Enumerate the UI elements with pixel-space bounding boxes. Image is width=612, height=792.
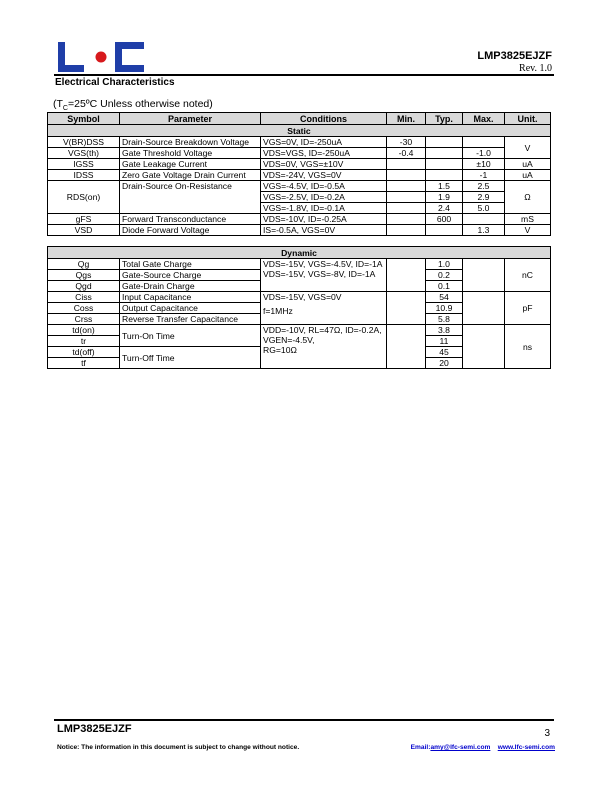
parameter-cell: Gate-Drain Charge bbox=[120, 281, 261, 292]
min-cell bbox=[387, 225, 426, 236]
typ-cell bbox=[426, 159, 463, 170]
max-cell: 5.0 bbox=[463, 203, 505, 214]
table-row bbox=[48, 259, 551, 270]
min-cell bbox=[387, 325, 426, 369]
typ-cell: 10.9 bbox=[426, 303, 463, 314]
symbol-cell: V(BR)DSS bbox=[48, 137, 120, 148]
unit-cell: nC bbox=[505, 259, 551, 292]
condition-line: VDD=-10V, RL=47Ω, ID=-0.2A, VGEN=-4.5V, bbox=[263, 325, 382, 345]
parameter-cell: Input Capacitance bbox=[120, 292, 261, 303]
table-row bbox=[48, 225, 551, 236]
table-row bbox=[48, 292, 551, 303]
max-cell: -1 bbox=[463, 170, 505, 181]
parameter-cell: Zero Gate Voltage Drain Current bbox=[120, 170, 261, 181]
min-cell bbox=[387, 181, 426, 192]
symbol-cell: tr bbox=[48, 336, 120, 347]
symbol-cell: VSD bbox=[48, 225, 120, 236]
conditions-cell: IS=-0.5A, VGS=0V bbox=[261, 225, 387, 236]
max-cell: 2.9 bbox=[463, 192, 505, 203]
page-number: 3 bbox=[544, 728, 550, 739]
min-cell bbox=[387, 203, 426, 214]
unit-cell: ns bbox=[505, 325, 551, 369]
parameter-cell: Gate Leakage Current bbox=[120, 159, 261, 170]
parameter-cell: Turn-On Time bbox=[120, 325, 261, 347]
typ-cell bbox=[426, 137, 463, 148]
typ-cell: 1.0 bbox=[426, 259, 463, 270]
parameter-cell: Drain-Source On-Resistance bbox=[120, 181, 261, 214]
min-cell bbox=[387, 170, 426, 181]
min-cell bbox=[387, 159, 426, 170]
table-row bbox=[48, 159, 551, 170]
table-row bbox=[48, 170, 551, 181]
unit-cell: mS bbox=[505, 214, 551, 225]
typ-cell bbox=[426, 225, 463, 236]
conditions-cell: VGS=0V, ID=-250uA bbox=[261, 137, 387, 148]
typ-cell: 1.9 bbox=[426, 192, 463, 203]
footer-notice: Notice: The information in this document is subject to change without notice. bbox=[57, 744, 300, 751]
conditions-cell: VGS=-2.5V, ID=-0.2A bbox=[261, 192, 387, 203]
symbol-cell: Ciss bbox=[48, 292, 120, 303]
group-dynamic: Dynamic bbox=[48, 247, 551, 259]
footer-contact bbox=[411, 744, 555, 751]
typ-cell: 3.8 bbox=[426, 325, 463, 336]
max-cell bbox=[463, 137, 505, 148]
header-part-number: LMP3825EJZF bbox=[477, 50, 552, 62]
parameter-cell: Drain-Source Breakdown Voltage bbox=[120, 137, 261, 148]
symbol-cell: VGS(th) bbox=[48, 148, 120, 159]
group-static: Static bbox=[48, 125, 551, 137]
conditions-cell bbox=[261, 325, 387, 369]
min-cell: -0.4 bbox=[387, 148, 426, 159]
typ-cell: 2.4 bbox=[426, 203, 463, 214]
symbol-cell: td(off) bbox=[48, 347, 120, 358]
condition-line: VDS=-15V, VGS=-8V, ID=-1A bbox=[263, 269, 376, 279]
header-rule bbox=[54, 74, 554, 76]
min-cell bbox=[387, 259, 426, 292]
footer-rule bbox=[54, 719, 554, 721]
max-cell bbox=[463, 259, 505, 292]
unit-cell: V bbox=[505, 225, 551, 236]
min-cell bbox=[387, 192, 426, 203]
parameter-cell: Output Capacitance bbox=[120, 303, 261, 314]
typ-cell: 45 bbox=[426, 347, 463, 358]
unit-cell: pF bbox=[505, 292, 551, 325]
col-header: Parameter bbox=[120, 113, 261, 125]
parameter-cell: Diode Forward Voltage bbox=[120, 225, 261, 236]
col-header: Min. bbox=[387, 113, 426, 125]
max-cell bbox=[463, 214, 505, 225]
max-cell: -1.0 bbox=[463, 148, 505, 159]
min-cell bbox=[387, 292, 426, 325]
symbol-cell: Qgd bbox=[48, 281, 120, 292]
symbol-cell: RDS(on) bbox=[48, 181, 120, 214]
symbol-cell: td(on) bbox=[48, 325, 120, 336]
max-cell: 2.5 bbox=[463, 181, 505, 192]
parameter-cell: Total Gate Charge bbox=[120, 259, 261, 270]
symbol-cell: Crss bbox=[48, 314, 120, 325]
conditions-cell: VGS=-4.5V, ID=-0.5A bbox=[261, 181, 387, 192]
conditions-cell: VDS=VGS, ID=-250uA bbox=[261, 148, 387, 159]
parameter-cell: Reverse Transfer Capacitance bbox=[120, 314, 261, 325]
parameter-cell: Forward Transconductance bbox=[120, 214, 261, 225]
table-row bbox=[48, 214, 551, 225]
parameter-cell: Turn-Off Time bbox=[120, 347, 261, 369]
min-cell bbox=[387, 214, 426, 225]
lfc-logo bbox=[58, 42, 144, 72]
typ-cell bbox=[426, 148, 463, 159]
footer-part-number: LMP3825EJZF bbox=[57, 723, 132, 735]
conditions-cell bbox=[261, 259, 387, 292]
typ-cell: 0.2 bbox=[426, 270, 463, 281]
max-cell: 1.3 bbox=[463, 225, 505, 236]
typ-cell: 600 bbox=[426, 214, 463, 225]
parameter-cell: Gate Threshold Voltage bbox=[120, 148, 261, 159]
max-cell bbox=[463, 325, 505, 369]
table-row bbox=[48, 148, 551, 159]
col-header: Conditions bbox=[261, 113, 387, 125]
electrical-characteristics-table bbox=[47, 112, 551, 369]
symbol-cell: IDSS bbox=[48, 170, 120, 181]
section-title: Electrical Characteristics bbox=[55, 77, 175, 88]
table-spacer bbox=[48, 236, 551, 247]
table-row bbox=[48, 181, 551, 192]
unit-cell: Ω bbox=[505, 181, 551, 214]
conditions-cell: VDS=-10V, ID=-0.25A bbox=[261, 214, 387, 225]
condition-line: VDS=-15V, VGS=0V bbox=[263, 292, 342, 302]
col-header: Symbol bbox=[48, 113, 120, 125]
unit-cell: uA bbox=[505, 159, 551, 170]
max-cell: ±10 bbox=[463, 159, 505, 170]
conditions-cell: VDS=0V, VGS=±10V bbox=[261, 159, 387, 170]
parameter-cell: Gate-Source Charge bbox=[120, 270, 261, 281]
email-link[interactable]: amy@lfc-semi.com bbox=[430, 744, 491, 751]
unit-cell: uA bbox=[505, 170, 551, 181]
typ-cell: 54 bbox=[426, 292, 463, 303]
col-header: Typ. bbox=[426, 113, 463, 125]
website-link[interactable]: www.lfc-semi.com bbox=[497, 744, 555, 751]
symbol-cell: gFS bbox=[48, 214, 120, 225]
col-header: Unit. bbox=[505, 113, 551, 125]
condition-note: ($T_C=25ºC$ Unless otherwise noted) bbox=[53, 98, 213, 113]
condition-line: f=1MHz bbox=[263, 306, 293, 316]
symbol-cell: tf bbox=[48, 358, 120, 369]
condition-line: VDS=-15V, VGS=-4.5V, ID=-1A bbox=[263, 259, 383, 269]
symbol-cell: Qgs bbox=[48, 270, 120, 281]
symbol-cell: Coss bbox=[48, 303, 120, 314]
table-row bbox=[48, 137, 551, 148]
typ-cell bbox=[426, 170, 463, 181]
condition-line: RG=10Ω bbox=[263, 345, 297, 355]
min-cell: -30 bbox=[387, 137, 426, 148]
typ-cell: 5.8 bbox=[426, 314, 463, 325]
email-label: Email: bbox=[410, 744, 431, 751]
table-header-row bbox=[48, 113, 551, 125]
symbol-cell: IGSS bbox=[48, 159, 120, 170]
table-row bbox=[48, 325, 551, 336]
typ-cell: 0.1 bbox=[426, 281, 463, 292]
typ-cell: 20 bbox=[426, 358, 463, 369]
symbol-cell: Qg bbox=[48, 259, 120, 270]
max-cell bbox=[463, 292, 505, 325]
conditions-cell: VDS=-24V, VGS=0V bbox=[261, 170, 387, 181]
typ-cell: 11 bbox=[426, 336, 463, 347]
unit-cell: V bbox=[505, 137, 551, 159]
conditions-cell bbox=[261, 292, 387, 325]
header-revision: Rev. 1.0 bbox=[519, 63, 552, 74]
conditions-cell: VGS=-1.8V, ID=-0.1A bbox=[261, 203, 387, 214]
typ-cell: 1.5 bbox=[426, 181, 463, 192]
col-header: Max. bbox=[463, 113, 505, 125]
